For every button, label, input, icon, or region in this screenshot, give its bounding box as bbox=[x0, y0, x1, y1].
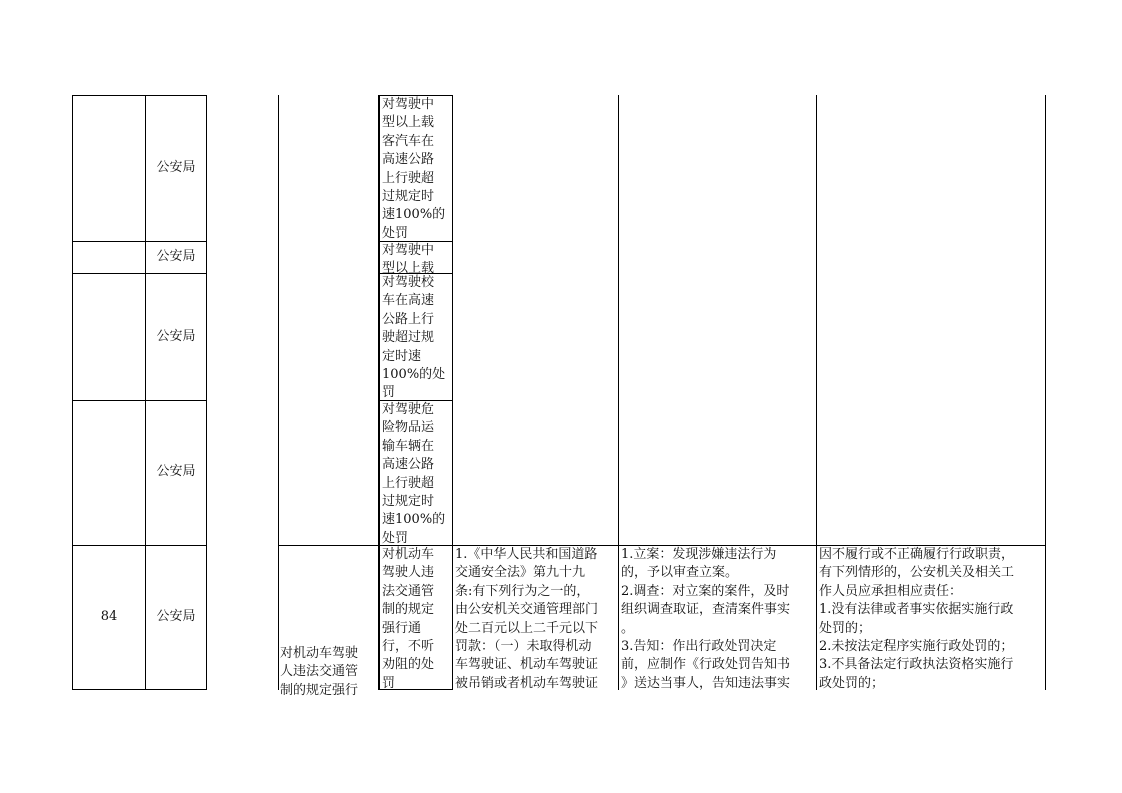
agency-cell: 公安局 bbox=[156, 609, 196, 624]
basis-cell: 1.《中华人民共和国道路 交通安全法》第九十九 条:有下列行为之一的， 由公安机关交通管理部门 处二百元以上二千元以下 罚款：（一）未取得机动 车驾驶证、机动车驾驶证 被吊销或者机动车驾驶证 bbox=[455, 547, 599, 691]
col-line-7 bbox=[816, 95, 817, 690]
col-line-1 bbox=[145, 95, 146, 690]
col-line-3 bbox=[278, 95, 279, 690]
item-text-cell: 对机动车 驾驶人违 法交通管 制的规定 强行通 行，不听 劝阻的处 罚 bbox=[382, 547, 435, 691]
agency-cell: 公安局 bbox=[156, 464, 196, 479]
procedure-cell: 1.立案：发现涉嫌违法行为 的，予以审查立案。 2.调查：对立案的案件，及时 组织调查取证，查清案件事实 。 3.告知：作出行政处罚决定 前，应制作《行政处罚告知书 》送达当事人，告知违法事实 bbox=[621, 547, 791, 691]
col-line-2 bbox=[206, 95, 207, 690]
row-line-1 bbox=[72, 241, 207, 242]
col-line-left bbox=[72, 95, 73, 690]
item-text-cell: 对驾驶校 车在高速 公路上行 驶超过规 定时速 100%的处 罚 bbox=[382, 275, 446, 401]
row-line-bottom bbox=[72, 689, 207, 690]
agency-cell: 公安局 bbox=[156, 160, 196, 175]
item-text-cell: 对驾驶中 型以上载 客汽车在 高速公路 上行驶超 过规定时 速100%的 处罚 bbox=[382, 97, 446, 241]
item-text-cell: 对驾驶中 型以上载 bbox=[382, 243, 435, 277]
row-line-3 bbox=[72, 400, 207, 401]
row-number-cell: 84 bbox=[100, 609, 118, 624]
agency-cell: 公安局 bbox=[156, 329, 196, 344]
responsibility-cell: 因不履行或不正确履行行政职责， 有下列情形的，公安机关及相关工 作人员应承担相应责任： 1.没有法律或者事实依据实施行政 处罚的； 2.未按法定程序实施行政处罚的； 3.不具备法定行政执法资格实施行 政处罚的； bbox=[819, 547, 1015, 691]
row-line-4 bbox=[72, 545, 207, 546]
item-text-cell: 对驾驶危 险物品运 输车辆在 高速公路 上行驶超 过规定时 速100%的 处罚 bbox=[382, 402, 446, 546]
parent-item-cell: 对机动车驾驶 人违法交通管 制的规定强行 bbox=[280, 646, 359, 698]
col-line-right bbox=[1045, 95, 1046, 690]
row-line-2 bbox=[72, 273, 207, 274]
row-line-top bbox=[72, 95, 207, 96]
col-line-6 bbox=[618, 95, 619, 690]
agency-cell: 公安局 bbox=[156, 249, 196, 264]
